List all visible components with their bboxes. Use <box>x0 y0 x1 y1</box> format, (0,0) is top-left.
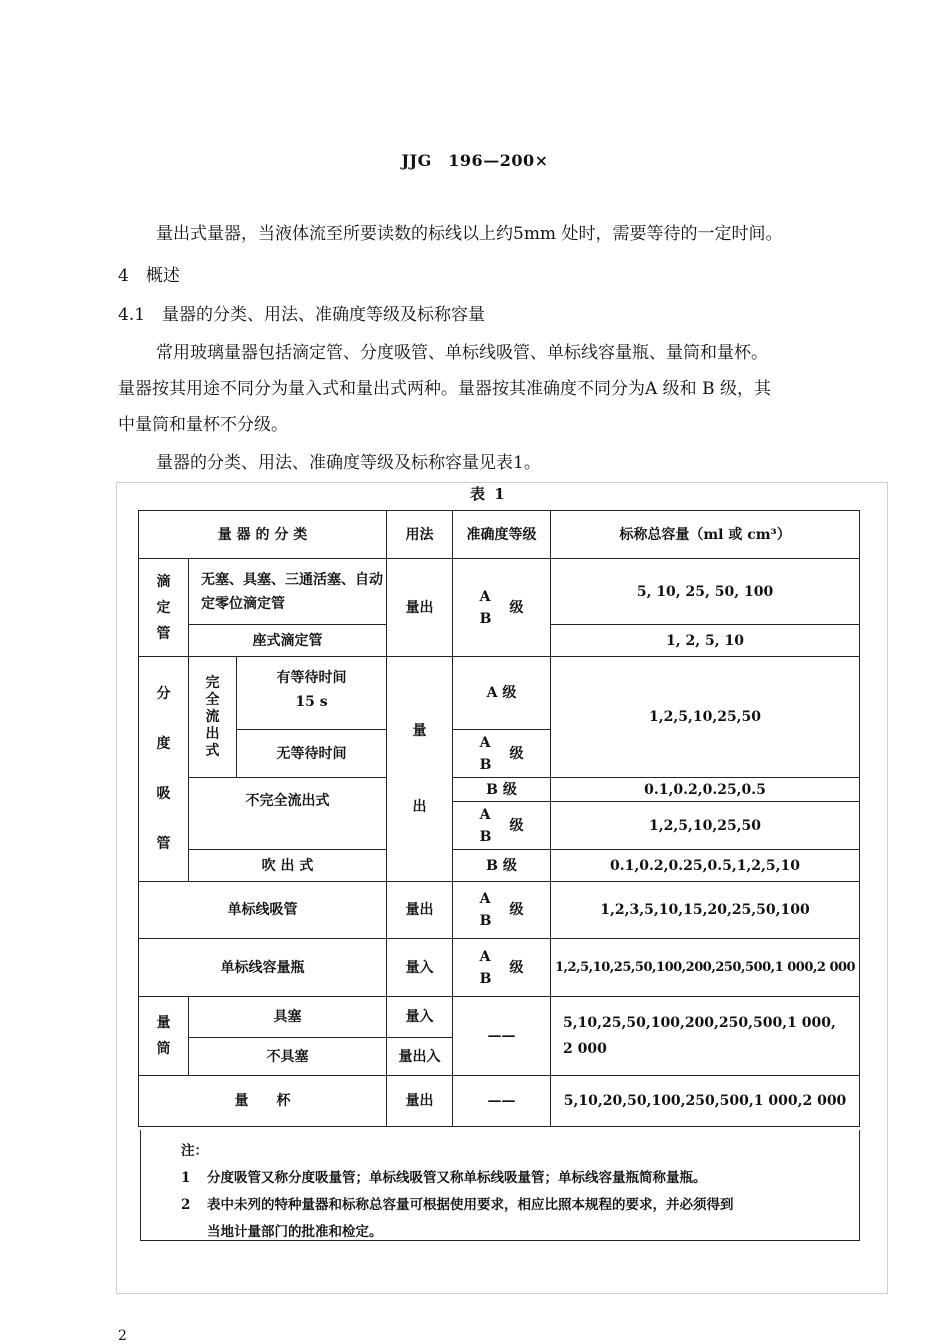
burette-group: 滴定管 <box>139 559 189 657</box>
paragraph-intro-line2: 量器按其用途不同分为量入式和量出式两种。量器按其准确度不同分为A 级和 B 级，其 <box>118 379 771 399</box>
burette-accuracy: A B级 <box>453 559 551 657</box>
table-header-row <box>139 511 860 559</box>
note-2: 2 表中未列的特种量器和标称总容量可根据使用要求，相应比照本规程的要求，并必须得到 <box>181 1197 734 1213</box>
table-title: 表 1 <box>470 485 507 503</box>
cup-accuracy: —— <box>453 1076 551 1127</box>
paragraph-intro-line1: 常用玻璃量器包括滴定管、分度吸管、单标线吸管、单标线容量瓶、量筒和量杯。 <box>156 343 768 363</box>
graduated-accuracy-ab2: A B级 <box>453 802 551 850</box>
header-usage: 用法 <box>387 511 453 559</box>
flask-name: 单标线容量瓶 <box>139 939 387 997</box>
table-row <box>139 778 860 802</box>
graduated-accuracy-b2: B 级 <box>453 850 551 882</box>
flask-accuracy: A B级 <box>453 939 551 997</box>
flask-capacity: 1,2,5,10,25,50,100,200,250,500,1 000,2 000 <box>551 939 860 997</box>
classification-table <box>138 510 860 1127</box>
page-number: 2 <box>118 1328 127 1344</box>
cup-name: 量 杯 <box>139 1076 387 1127</box>
section-heading-4-1: 4.1 量器的分类、用法、准确度等级及标称容量 <box>118 305 486 325</box>
graduated-capacity-blow-ab: 1,2,5,10,25,50 <box>551 802 860 850</box>
notes-title: 注： <box>181 1143 208 1159</box>
pipette-accuracy: A B级 <box>453 882 551 939</box>
section-heading-4: 4 概述 <box>118 266 180 286</box>
cylinder-group: 量筒 <box>139 997 189 1076</box>
cylinder-item1: 具塞 <box>189 997 387 1038</box>
note-2-continued: 当地计量部门的批准和检定。 <box>207 1224 383 1240</box>
header-accuracy: 准确度等级 <box>453 511 551 559</box>
paragraph-table-reference: 量器的分类、用法、准确度等级及标称容量见表1。 <box>156 453 541 473</box>
burette-item2: 座式滴定管 <box>189 625 387 657</box>
header-capacity: 标称总容量（ml 或 cm³） <box>551 511 860 559</box>
table-row <box>139 939 860 997</box>
cylinder-accuracy: —— <box>453 997 551 1076</box>
table-row <box>139 850 860 882</box>
pipette-name: 单标线吸管 <box>139 882 387 939</box>
table-row <box>139 997 860 1038</box>
paragraph-definition: 量出式量器，当液体流至所要读数的标线以上约5mm 处时，需要等待的一定时间。 <box>156 224 783 244</box>
burette-usage: 量出 <box>387 559 453 657</box>
cylinder-capacity: 5,10,25,50,100,200,250,500,1 000, 2 000 <box>551 997 860 1076</box>
table-row <box>139 559 860 625</box>
burette-capacity1: 5, 10, 25, 50, 100 <box>551 559 860 625</box>
header-category: 量 器 的 分 类 <box>139 511 387 559</box>
graduated-blow: 吹 出 式 <box>189 850 387 882</box>
paragraph-intro-line3: 中量筒和量杯不分级。 <box>118 415 288 435</box>
table-notes <box>140 1130 860 1241</box>
table-row <box>139 1076 860 1127</box>
flask-usage: 量入 <box>387 939 453 997</box>
note-1: 1 分度吸管又称分度吸量管；单标线吸管又称单标线吸量管；单标线容量瓶简称量瓶。 <box>181 1170 707 1186</box>
graduated-full: 完全流出式 <box>189 657 237 778</box>
graduated-accuracy-ab: A B级 <box>453 730 551 778</box>
cylinder-item2: 不具塞 <box>189 1038 387 1076</box>
document-header: JJG 196—200× <box>401 151 549 170</box>
graduated-accuracy-a: A 级 <box>453 657 551 730</box>
pipette-capacity: 1,2,3,5,10,15,20,25,50,100 <box>551 882 860 939</box>
graduated-capacity-blow-b: 0.1,0.2,0.25,0.5,1,2,5,10 <box>551 850 860 882</box>
graduated-nowait: 无等待时间 <box>237 730 387 778</box>
cup-usage: 量出 <box>387 1076 453 1127</box>
cylinder-usage1: 量入 <box>387 997 453 1038</box>
table-row <box>139 882 860 939</box>
graduated-usage: 量出 <box>387 657 453 882</box>
graduated-accuracy-b: B 级 <box>453 778 551 802</box>
burette-item1: 无塞、具塞、三通活塞、自动定零位滴定管 <box>189 559 387 625</box>
cup-capacity: 5,10,20,50,100,250,500,1 000,2 000 <box>551 1076 860 1127</box>
graduated-group: 分度吸管 <box>139 657 189 882</box>
graduated-partial: 不完全流出式 <box>189 778 387 850</box>
graduated-capacity-full: 1,2,5,10,25,50 <box>551 657 860 778</box>
burette-capacity2: 1, 2, 5, 10 <box>551 625 860 657</box>
table-row <box>139 657 860 730</box>
pipette-usage: 量出 <box>387 882 453 939</box>
cylinder-usage2: 量出入 <box>387 1038 453 1076</box>
graduated-wait: 有等待时间 15 s <box>237 657 387 730</box>
graduated-capacity-partial: 0.1,0.2,0.25,0.5 <box>551 778 860 802</box>
